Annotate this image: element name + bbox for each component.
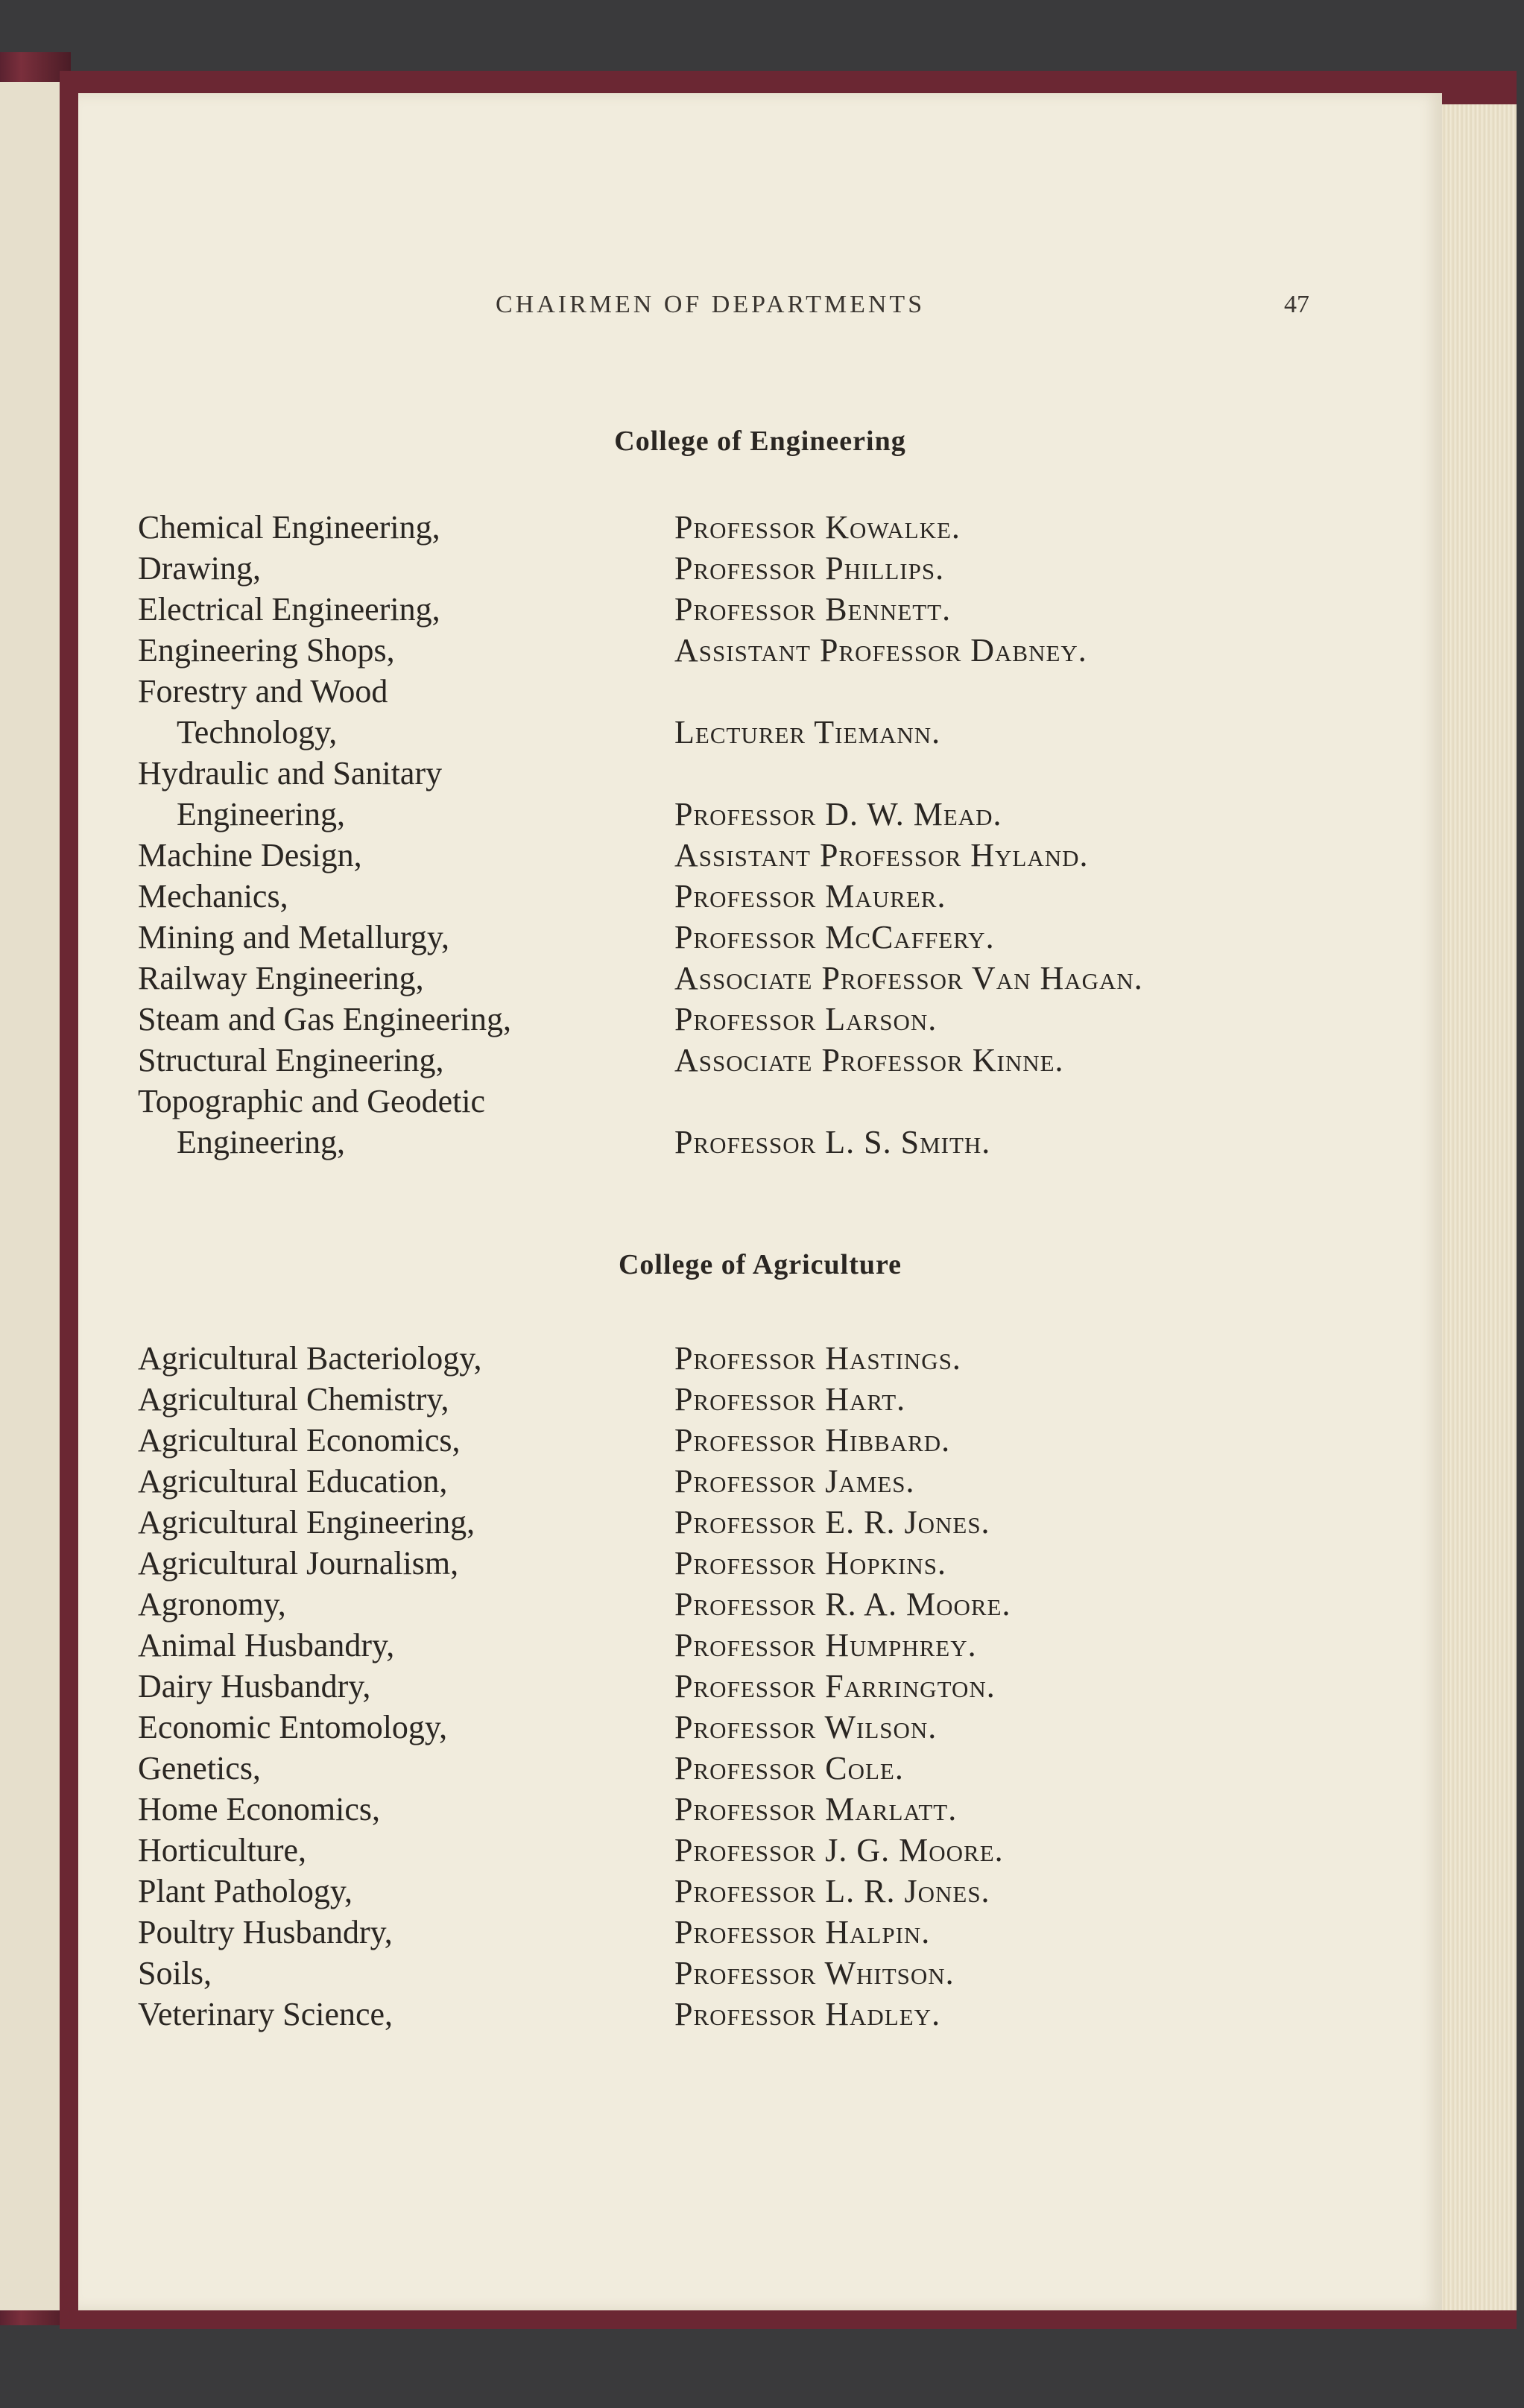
running-head: CHAIRMEN OF DEPARTMENTS bbox=[496, 291, 926, 318]
chairman-name: Professor Hart. bbox=[674, 1381, 906, 1418]
department-name: Soils, bbox=[138, 1955, 212, 1991]
list-item bbox=[78, 1994, 1442, 2035]
chairman-name: Professor J. G. Moore. bbox=[674, 1832, 1004, 1868]
agriculture-listing bbox=[78, 1338, 1442, 2035]
chairman-name: Professor Marlatt. bbox=[674, 1791, 958, 1827]
department-name: Railway Engineering, bbox=[138, 960, 424, 996]
list-item bbox=[78, 999, 1442, 1040]
department-name: Veterinary Science, bbox=[138, 1996, 393, 2032]
chairman-name: Associate Professor Van Hagan. bbox=[674, 960, 1143, 996]
engineering-section-title: College of Engineering bbox=[614, 426, 906, 457]
list-item bbox=[78, 753, 1442, 835]
department-name-line1: Hydraulic and Sanitary bbox=[138, 755, 443, 791]
chairman-name: Professor Kowalke. bbox=[674, 509, 961, 546]
chairman-name: Professor James. bbox=[674, 1463, 915, 1500]
department-name: Animal Husbandry, bbox=[138, 1627, 395, 1663]
chairman-name: Professor D. W. Mead. bbox=[674, 796, 1002, 832]
department-name: Agricultural Bacteriology, bbox=[138, 1340, 482, 1377]
department-name-line1: Topographic and Geodetic bbox=[138, 1083, 486, 1119]
department-name bbox=[138, 1081, 674, 1163]
list-item bbox=[78, 1707, 1442, 1748]
department-name bbox=[138, 753, 674, 835]
list-item bbox=[78, 1584, 1442, 1625]
chairman-name: Professor Hopkins. bbox=[674, 1545, 946, 1581]
list-item bbox=[78, 1040, 1442, 1081]
list-item bbox=[78, 835, 1442, 876]
department-name: Engineering Shops, bbox=[138, 632, 395, 669]
list-item bbox=[78, 1379, 1442, 1420]
department-name-line2: Technology, bbox=[177, 714, 338, 750]
department-name: Electrical Engineering, bbox=[138, 591, 440, 628]
chairman-name: Professor Hastings. bbox=[674, 1340, 961, 1377]
department-name bbox=[138, 671, 674, 753]
chairman-name: Associate Professor Kinne. bbox=[674, 1042, 1064, 1078]
list-item bbox=[78, 507, 1442, 548]
list-item bbox=[78, 1789, 1442, 1830]
engineering-listing bbox=[78, 507, 1442, 1163]
department-name: Agricultural Engineering, bbox=[138, 1504, 475, 1540]
list-item bbox=[78, 876, 1442, 917]
chairman-name: Assistant Professor Hyland. bbox=[674, 837, 1089, 873]
department-name: Mining and Metallurgy, bbox=[138, 919, 449, 955]
list-item bbox=[78, 1748, 1442, 1789]
department-name-line1: Forestry and Wood bbox=[138, 673, 388, 710]
department-name: Dairy Husbandry, bbox=[138, 1668, 371, 1704]
list-item bbox=[78, 1081, 1442, 1163]
department-name: Agricultural Education, bbox=[138, 1463, 448, 1500]
department-name: Drawing, bbox=[138, 550, 261, 587]
list-item bbox=[78, 1912, 1442, 1953]
department-name: Agricultural Economics, bbox=[138, 1422, 461, 1459]
chairman-name: Professor Humphrey. bbox=[674, 1627, 977, 1663]
chairman-name: Professor Maurer. bbox=[674, 878, 946, 914]
list-item bbox=[78, 1461, 1442, 1502]
department-name: Genetics, bbox=[138, 1750, 261, 1786]
list-item bbox=[78, 958, 1442, 999]
chairman-name: Professor Halpin. bbox=[674, 1914, 931, 1950]
chairman-name: Professor Farrington. bbox=[674, 1668, 996, 1704]
department-name: Plant Pathology, bbox=[138, 1873, 353, 1909]
list-item bbox=[78, 1338, 1442, 1379]
chairman-name: Professor Wilson. bbox=[674, 1709, 938, 1745]
department-name: Agricultural Chemistry, bbox=[138, 1381, 449, 1418]
department-name: Home Economics, bbox=[138, 1791, 381, 1827]
chairman-name: Professor Bennett. bbox=[674, 591, 952, 628]
page-header bbox=[78, 291, 1442, 328]
chairman-name: Professor Hibbard. bbox=[674, 1422, 951, 1459]
department-name: Mechanics, bbox=[138, 878, 288, 914]
department-name: Agronomy, bbox=[138, 1586, 286, 1622]
chairman-name: Professor E. R. Jones. bbox=[674, 1504, 990, 1540]
page-number: 47 bbox=[1284, 291, 1309, 318]
list-item bbox=[78, 1666, 1442, 1707]
list-item bbox=[78, 917, 1442, 958]
chairman-name: Professor Whitson. bbox=[674, 1955, 955, 1991]
chairman-name: Professor McCaffery. bbox=[674, 919, 995, 955]
department-name: Horticulture, bbox=[138, 1832, 307, 1868]
list-item bbox=[78, 1830, 1442, 1871]
list-item bbox=[78, 1953, 1442, 1994]
list-item bbox=[78, 1420, 1442, 1461]
department-name: Agricultural Journalism, bbox=[138, 1545, 459, 1581]
list-item bbox=[78, 1543, 1442, 1584]
book-page bbox=[78, 93, 1442, 2310]
department-name-line2: Engineering, bbox=[177, 796, 346, 832]
chairman-name: Professor Cole. bbox=[674, 1750, 904, 1786]
list-item bbox=[78, 1502, 1442, 1543]
department-name: Steam and Gas Engineering, bbox=[138, 1001, 511, 1037]
list-item bbox=[78, 630, 1442, 671]
chairman-name: Professor R. A. Moore. bbox=[674, 1586, 1011, 1622]
department-name: Poultry Husbandry, bbox=[138, 1914, 393, 1950]
department-name-line2: Engineering, bbox=[177, 1124, 346, 1160]
list-item bbox=[78, 548, 1442, 589]
list-item bbox=[78, 671, 1442, 753]
chairman-name: Professor L. S. Smith. bbox=[674, 1124, 991, 1160]
page-block-edge bbox=[1442, 104, 1517, 2310]
list-item bbox=[78, 1625, 1442, 1666]
department-name: Chemical Engineering, bbox=[138, 509, 440, 546]
chairman-name: Professor Hadley. bbox=[674, 1996, 941, 2032]
department-name: Structural Engineering, bbox=[138, 1042, 444, 1078]
department-name: Economic Entomology, bbox=[138, 1709, 448, 1745]
list-item bbox=[78, 589, 1442, 630]
chairman-name: Professor Phillips. bbox=[674, 550, 945, 587]
chairman-name: Lecturer Tiemann. bbox=[674, 714, 941, 750]
facing-page-edge bbox=[0, 82, 62, 2310]
chairman-name: Professor Larson. bbox=[674, 1001, 938, 1037]
list-item bbox=[78, 1871, 1442, 1912]
chairman-name: Assistant Professor Dabney. bbox=[674, 632, 1087, 669]
chairman-name: Professor L. R. Jones. bbox=[674, 1873, 990, 1909]
department-name: Machine Design, bbox=[138, 837, 362, 873]
agriculture-section-title: College of Agriculture bbox=[618, 1249, 902, 1280]
